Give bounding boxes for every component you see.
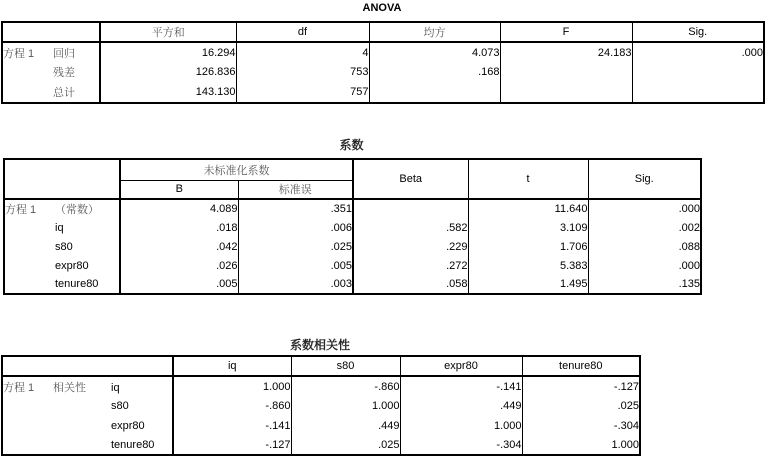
table-row	[2, 416, 640, 436]
table-row	[4, 275, 701, 294]
data-cell: 1.495	[468, 275, 588, 294]
data-cell: 1.000	[400, 416, 522, 436]
row-stub	[4, 256, 120, 275]
data-cell: .135	[588, 275, 701, 294]
data-cell: .582	[353, 218, 468, 237]
data-cell: .000	[588, 199, 701, 218]
row-stub	[2, 416, 173, 436]
data-cell: 753	[236, 62, 369, 82]
coefficients-table-title: 系数	[339, 138, 364, 152]
data-cell: 16.294	[100, 42, 236, 62]
stub-header-cell	[2, 356, 173, 376]
correlations-table-title: 系数相关性	[289, 338, 350, 352]
coefficients-table	[3, 158, 702, 295]
data-cell: .229	[353, 237, 468, 256]
data-cell: 1.000	[522, 436, 640, 455]
anova-table-title: ANOVA	[362, 2, 402, 14]
stub-header-cell	[4, 159, 120, 199]
row-stub	[4, 199, 120, 218]
data-cell: .005	[120, 275, 238, 294]
data-cell: 1.000	[173, 376, 291, 396]
data-cell	[500, 82, 632, 103]
column-header-df: df	[236, 22, 369, 42]
data-cell: .449	[291, 416, 400, 436]
data-cell: -.304	[400, 436, 522, 455]
anova-table	[1, 21, 765, 104]
data-cell: -.304	[522, 416, 640, 436]
group-label: 相关性	[53, 381, 86, 394]
row-label: s80	[111, 400, 129, 412]
data-cell: .000	[588, 256, 701, 275]
data-cell: 126.836	[100, 62, 236, 82]
column-header-sum-of-squares: 平方和	[100, 22, 236, 42]
data-cell: 757	[236, 82, 369, 103]
data-cell: .018	[120, 218, 238, 237]
table-row	[4, 237, 701, 256]
row-stub	[4, 218, 120, 237]
data-cell: .003	[238, 275, 353, 294]
row-stub	[2, 42, 100, 62]
column-header-tenure80: tenure80	[522, 356, 640, 376]
data-cell: .449	[400, 396, 522, 416]
data-cell: .168	[369, 62, 500, 82]
data-cell: 4.073	[369, 42, 500, 62]
data-cell: 1.000	[291, 396, 400, 416]
data-cell: 11.640	[468, 199, 588, 218]
correlations-table	[1, 355, 641, 456]
stub-header-cell	[2, 22, 100, 42]
table-header-row	[2, 356, 640, 376]
data-cell	[632, 82, 764, 103]
data-cell: -.127	[173, 436, 291, 455]
row-stub	[2, 62, 100, 82]
model-label: 方程 1	[3, 47, 35, 60]
row-stub	[2, 82, 100, 103]
column-group-header-unstandardized: 未标准化系数	[120, 159, 353, 180]
row-label: （常数）	[55, 204, 99, 216]
data-cell: .351	[238, 199, 353, 218]
data-cell: 4.089	[120, 199, 238, 218]
table-header-row	[4, 159, 701, 180]
data-cell: .088	[588, 237, 701, 256]
row-label: tenure80	[55, 278, 99, 290]
data-cell: -.127	[522, 376, 640, 396]
column-header-sig: Sig.	[632, 22, 764, 42]
table-row	[4, 199, 701, 218]
data-cell	[353, 199, 468, 218]
data-cell	[369, 82, 500, 103]
data-cell: 3.109	[468, 218, 588, 237]
table-row	[4, 256, 701, 275]
data-cell: .025	[291, 436, 400, 455]
column-header-expr80: expr80	[400, 356, 522, 376]
data-cell: 5.383	[468, 256, 588, 275]
model-label: 方程 1	[5, 204, 37, 216]
column-header-mean-square: 均方	[369, 22, 500, 42]
row-stub	[2, 396, 173, 416]
data-cell: .006	[238, 218, 353, 237]
column-header-iq: iq	[173, 356, 291, 376]
data-cell: .058	[353, 275, 468, 294]
data-cell: -.860	[173, 396, 291, 416]
data-cell: .026	[120, 256, 238, 275]
data-cell	[500, 62, 632, 82]
data-cell: .025	[238, 237, 353, 256]
data-cell: 1.706	[468, 237, 588, 256]
data-cell: 143.130	[100, 82, 236, 103]
table-header-row	[2, 22, 764, 42]
data-cell: .005	[238, 256, 353, 275]
row-label: s80	[55, 240, 73, 253]
column-header-b: B	[120, 180, 238, 199]
column-header-beta: Beta	[353, 159, 468, 199]
row-label: tenure80	[111, 439, 155, 451]
table-row	[4, 218, 701, 237]
column-header-std-error: 标准误	[238, 180, 353, 199]
data-cell: -.141	[173, 416, 291, 436]
table-row	[2, 376, 640, 396]
data-cell: -.860	[291, 376, 400, 396]
model-label: 方程 1	[3, 381, 35, 394]
column-header-t: t	[468, 159, 588, 199]
column-header-sig: Sig.	[588, 159, 701, 199]
table-row	[2, 82, 764, 103]
row-stub	[2, 436, 173, 455]
data-cell: -.141	[400, 376, 522, 396]
table-row	[2, 62, 764, 82]
table-row	[2, 436, 640, 455]
row-stub	[4, 237, 120, 256]
row-stub	[4, 275, 120, 294]
row-stub	[2, 376, 173, 396]
data-cell: 4	[236, 42, 369, 62]
data-cell: .272	[353, 256, 468, 275]
column-header-f: F	[500, 22, 632, 42]
data-cell: .002	[588, 218, 701, 237]
data-cell: 24.183	[500, 42, 632, 62]
row-label: 回归	[53, 47, 75, 60]
row-label: iq	[111, 381, 120, 394]
data-cell: .042	[120, 237, 238, 256]
data-cell: .025	[522, 396, 640, 416]
data-cell	[632, 62, 764, 82]
data-cell: .000	[632, 42, 764, 62]
column-header-s80: s80	[291, 356, 400, 376]
row-label: expr80	[111, 420, 145, 432]
table-row	[2, 396, 640, 416]
row-label: 残差	[53, 67, 75, 79]
row-label: 总计	[53, 87, 75, 99]
table-row	[2, 42, 764, 62]
row-label: iq	[55, 221, 64, 234]
row-label: expr80	[55, 259, 89, 272]
